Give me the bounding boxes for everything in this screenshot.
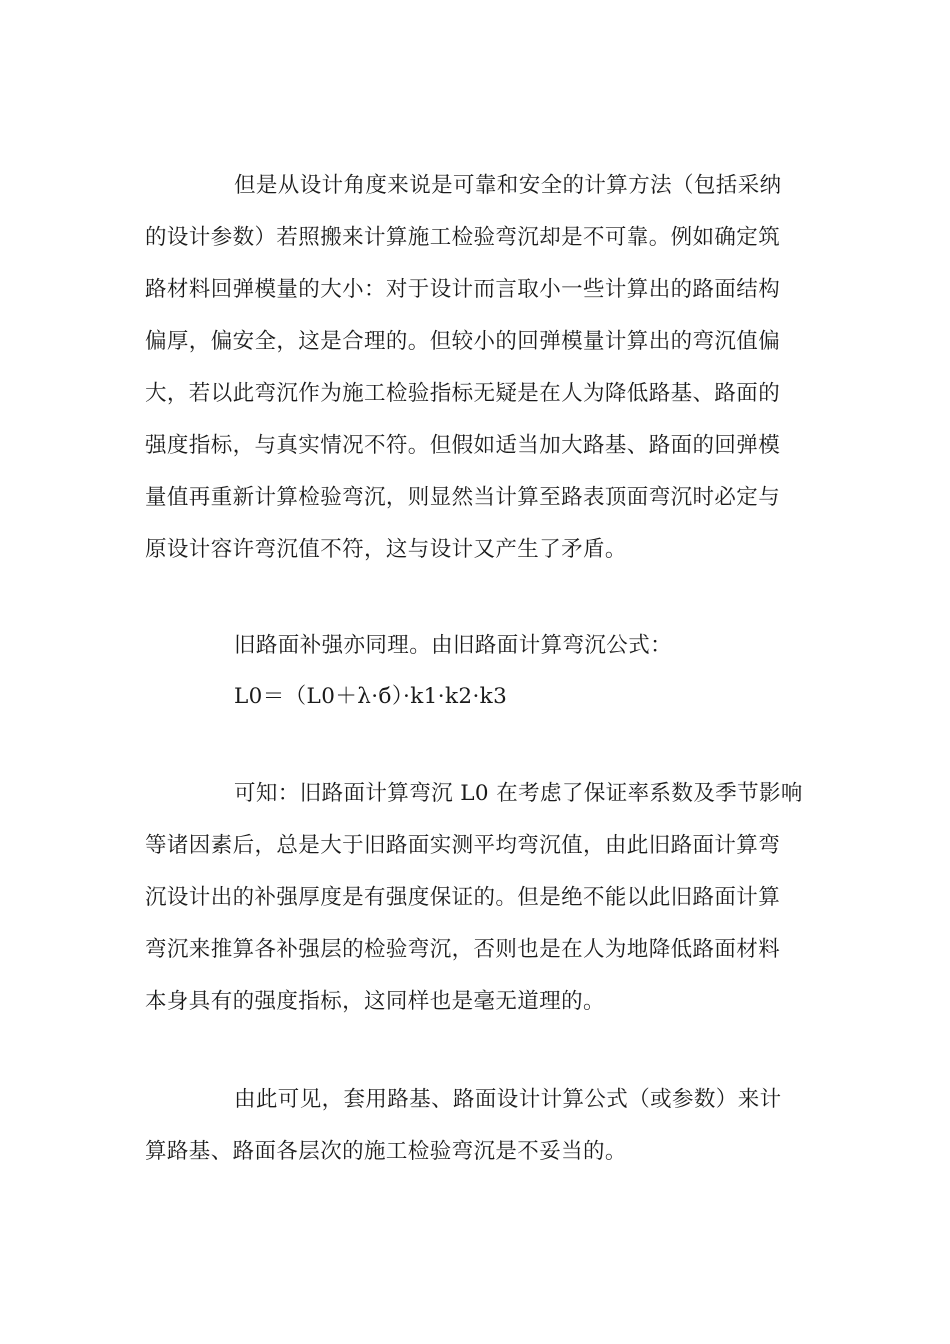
paragraph-old-pavement xyxy=(145,620,805,672)
text-line: 但是从设计角度来说是可靠和安全的计算方法（包括采纳 xyxy=(234,173,782,198)
text-line: 强度指标，与真实情况不符。但假如适当加大路基、路面的回弹模 xyxy=(145,433,781,458)
text-line: 量值再重新计算检验弯沉，则显然当计算至路表顶面弯沉时必定与 xyxy=(145,485,781,510)
text-line: 旧路面补强亦同理。由旧路面计算弯沉公式： xyxy=(234,633,673,658)
text-line: 路材料回弹模量的大小：对于设计而言取小一些计算出的路面结构 xyxy=(145,277,781,302)
text-line: 沉设计出的补强厚度是有强度保证的。但是绝不能以此旧路面计算 xyxy=(145,885,781,910)
text-line: 的设计参数）若照搬来计算施工检验弯沉却是不可靠。例如确定筑 xyxy=(145,225,781,250)
paragraph-conclusion-old-pavement xyxy=(145,768,805,1028)
text-line: 算路基、路面各层次的施工检验弯沉是不妥当的。 xyxy=(145,1139,627,1164)
text-line: 偏厚，偏安全，这是合理的。但较小的回弹模量计算出的弯沉值偏 xyxy=(145,329,781,354)
text-line: 由此可见，套用路基、路面设计计算公式（或参数）来计 xyxy=(234,1087,782,1112)
paragraph-design-vs-inspection xyxy=(145,160,805,576)
text-line: 大，若以此弯沉作为施工检验指标无疑是在人为降低路基、路面的 xyxy=(145,381,781,406)
paragraph-final-conclusion xyxy=(145,1074,805,1178)
deflection-formula: L0＝（L0＋λ·б）·k1·k2·k3 xyxy=(234,684,508,709)
text-line: 可知：旧路面计算弯沉 L0 在考虑了保证率系数及季节影响 xyxy=(234,781,803,806)
text-line: 本身具有的强度指标，这同样也是毫无道理的。 xyxy=(145,989,605,1014)
text-line: 弯沉来推算各补强层的检验弯沉，否则也是在人为地降低路面材料 xyxy=(145,937,781,962)
text-line: 等诸因素后，总是大于旧路面实测平均弯沉值，由此旧路面计算弯 xyxy=(145,833,781,858)
text-line: 原设计容许弯沉值不符，这与设计又产生了矛盾。 xyxy=(145,537,627,562)
